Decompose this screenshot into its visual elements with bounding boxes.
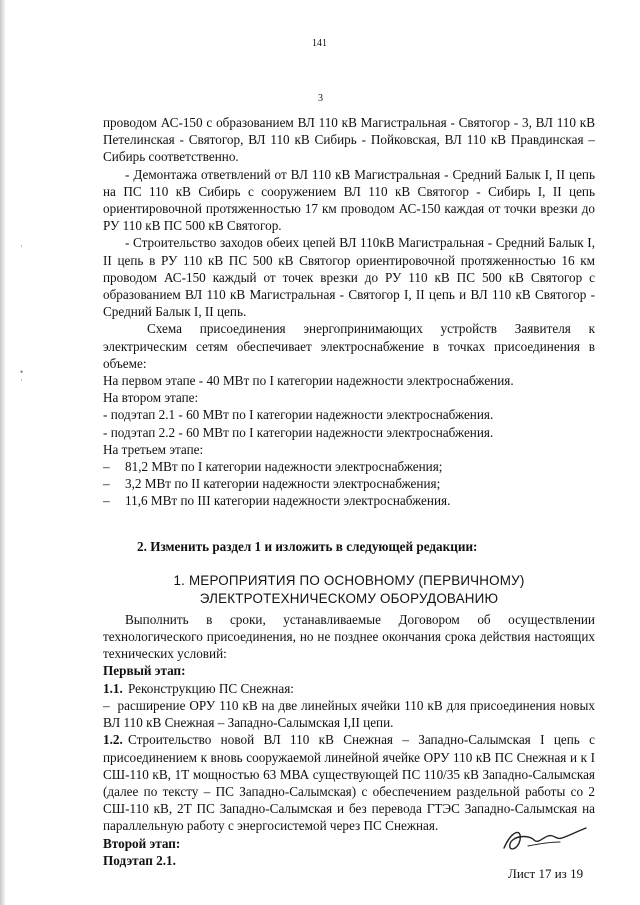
stage3-item-text: 3,2 МВт по II категории надежности электроснабжения;	[125, 476, 441, 492]
signature-mark	[498, 818, 590, 860]
stage3-item	[103, 458, 595, 475]
margin-mark: ·	[20, 375, 23, 385]
section-change-heading: 2. Изменить раздел 1 и изложить в следующей редакции:	[137, 538, 478, 554]
dismantle-paragraph: - Демонтажа ответвлений от ВЛ 110 кВ Магистральная - Средний Балык I, II цепь на ПС 110 кВ Сибирь с сооружением ВЛ 110 кВ Святогор - Сибирь I, II цепь ориентировочной протяженностью 17 км проводом АС-150 каждая от точки врезки до РУ 110 кВ ПС 500 кВ Святогор.	[103, 166, 595, 234]
scan-edge	[0, 0, 5, 905]
item-text: Строительство новой ВЛ 110 кВ Снежная – Западно-Салымская I цепь с присоединением к вновь сооружаемой линейной ячейке ОРУ 110 кВ ПС Снежная и к I СШ-110 кВ, 1Т мощностью 63 МВА существующей ПС 110/35 кВ Западно-Салымская (далее по тексту – ПС Западно-Салымская) с обеспечением раздельной работы со 2 СШ-110 кВ, 2Т ПС Западно-Салымская и без перевода ГТЭС Западно-Салымская на параллельную работу с энергосистемой через ПС Снежная.	[103, 732, 595, 834]
stage3-item-text: 81,2 МВт по I категории надежности электроснабжения;	[125, 459, 443, 475]
margin-mark: ·	[20, 241, 23, 251]
list-dash: –	[103, 459, 110, 475]
page-number-top: 141	[312, 38, 327, 49]
stage1-line: На первом этапе - 40 МВт по I категории надежности электроснабжения.	[103, 373, 514, 389]
document-body	[103, 114, 595, 869]
item-number: 1.1.	[103, 680, 123, 696]
page-number-sub: 3	[318, 93, 323, 104]
list-dash: –	[103, 476, 110, 492]
stage3-item	[103, 492, 595, 509]
item-1-1	[103, 680, 595, 697]
margin-mark: •	[20, 367, 24, 377]
first-stage-heading: Первый этап:	[103, 663, 186, 679]
substage-2-1-heading: Подэтап 2.1.	[103, 852, 176, 868]
continuation-paragraph: проводом АС-150 с образованием ВЛ 110 кВ Магистральная - Святогор - 3, ВЛ 110 кВ Петелинская - Святогор, ВЛ 110 кВ Сибирь - Пойковская, ВЛ 110 кВ Правдинская – Сибирь соответственно.	[103, 115, 595, 165]
list-dash: –	[103, 493, 110, 509]
intro-paragraph: Выполнить в сроки, устанавливаемые Договором об осуществлении технологического присоединения, но не позднее окончания срока действия настоящих технических условий:	[103, 611, 595, 662]
item-text: Реконструкцию ПС Снежная:	[128, 680, 294, 696]
section-title-line1: 1. МЕРОПРИЯТИЯ ПО ОСНОВНОМУ (ПЕРВИЧНОМУ)	[173, 572, 525, 588]
section-title-line2: ЭЛЕКТРОТЕХНИЧЕСКОМУ ОБОРУДОВАНИЮ	[199, 590, 499, 606]
construction-paragraph: - Строительство заходов обеих цепей ВЛ 110кВ Магистральная - Средний Балык I, II цепь в РУ 110 кВ ПС 500 кВ Святогор ориентировочной протяженностью 16 км проводом АС-150 каждый от точек врезки до РУ 110 кВ ПС 500 кВ Святогор с образованием ВЛ 110 кВ Магистральная - Святогор I, II цепь и ВЛ 110 кВ Святогор - Средний Балык I, II цепь.	[103, 235, 595, 320]
stage3-title: На третьем этапе:	[103, 441, 204, 457]
sheet-footer: Лист 17 из 19	[508, 866, 584, 881]
item-1-1-sub	[103, 697, 595, 731]
stage2-item: - подэтап 2.1 - 60 МВт по I категории надежности электроснабжения.	[103, 407, 494, 423]
stage3-item-text: 11,6 МВт по III категории надежности электроснабжения.	[125, 493, 451, 509]
item-number: 1.2.	[103, 732, 123, 748]
second-stage-heading: Второй этап:	[103, 835, 181, 851]
item-sub-text: расширение ОРУ 110 кВ на две линейных ячейки 110 кВ для присоединения новых ВЛ 110 кВ Снежная – Западно-Салымская I,II цепи.	[103, 697, 596, 731]
scheme-paragraph: Схема присоединения энергопринимающих устройств Заявителя к электрическим сетям обеспечивает электроснабжение в точках присоединения в объеме:	[103, 321, 595, 371]
stage3-item	[103, 475, 595, 492]
list-dash: –	[103, 697, 110, 713]
stage2-title: На втором этапе:	[103, 390, 199, 406]
stage2-item: - подэтап 2.2 - 60 МВт по I категории надежности электроснабжения.	[103, 424, 494, 440]
